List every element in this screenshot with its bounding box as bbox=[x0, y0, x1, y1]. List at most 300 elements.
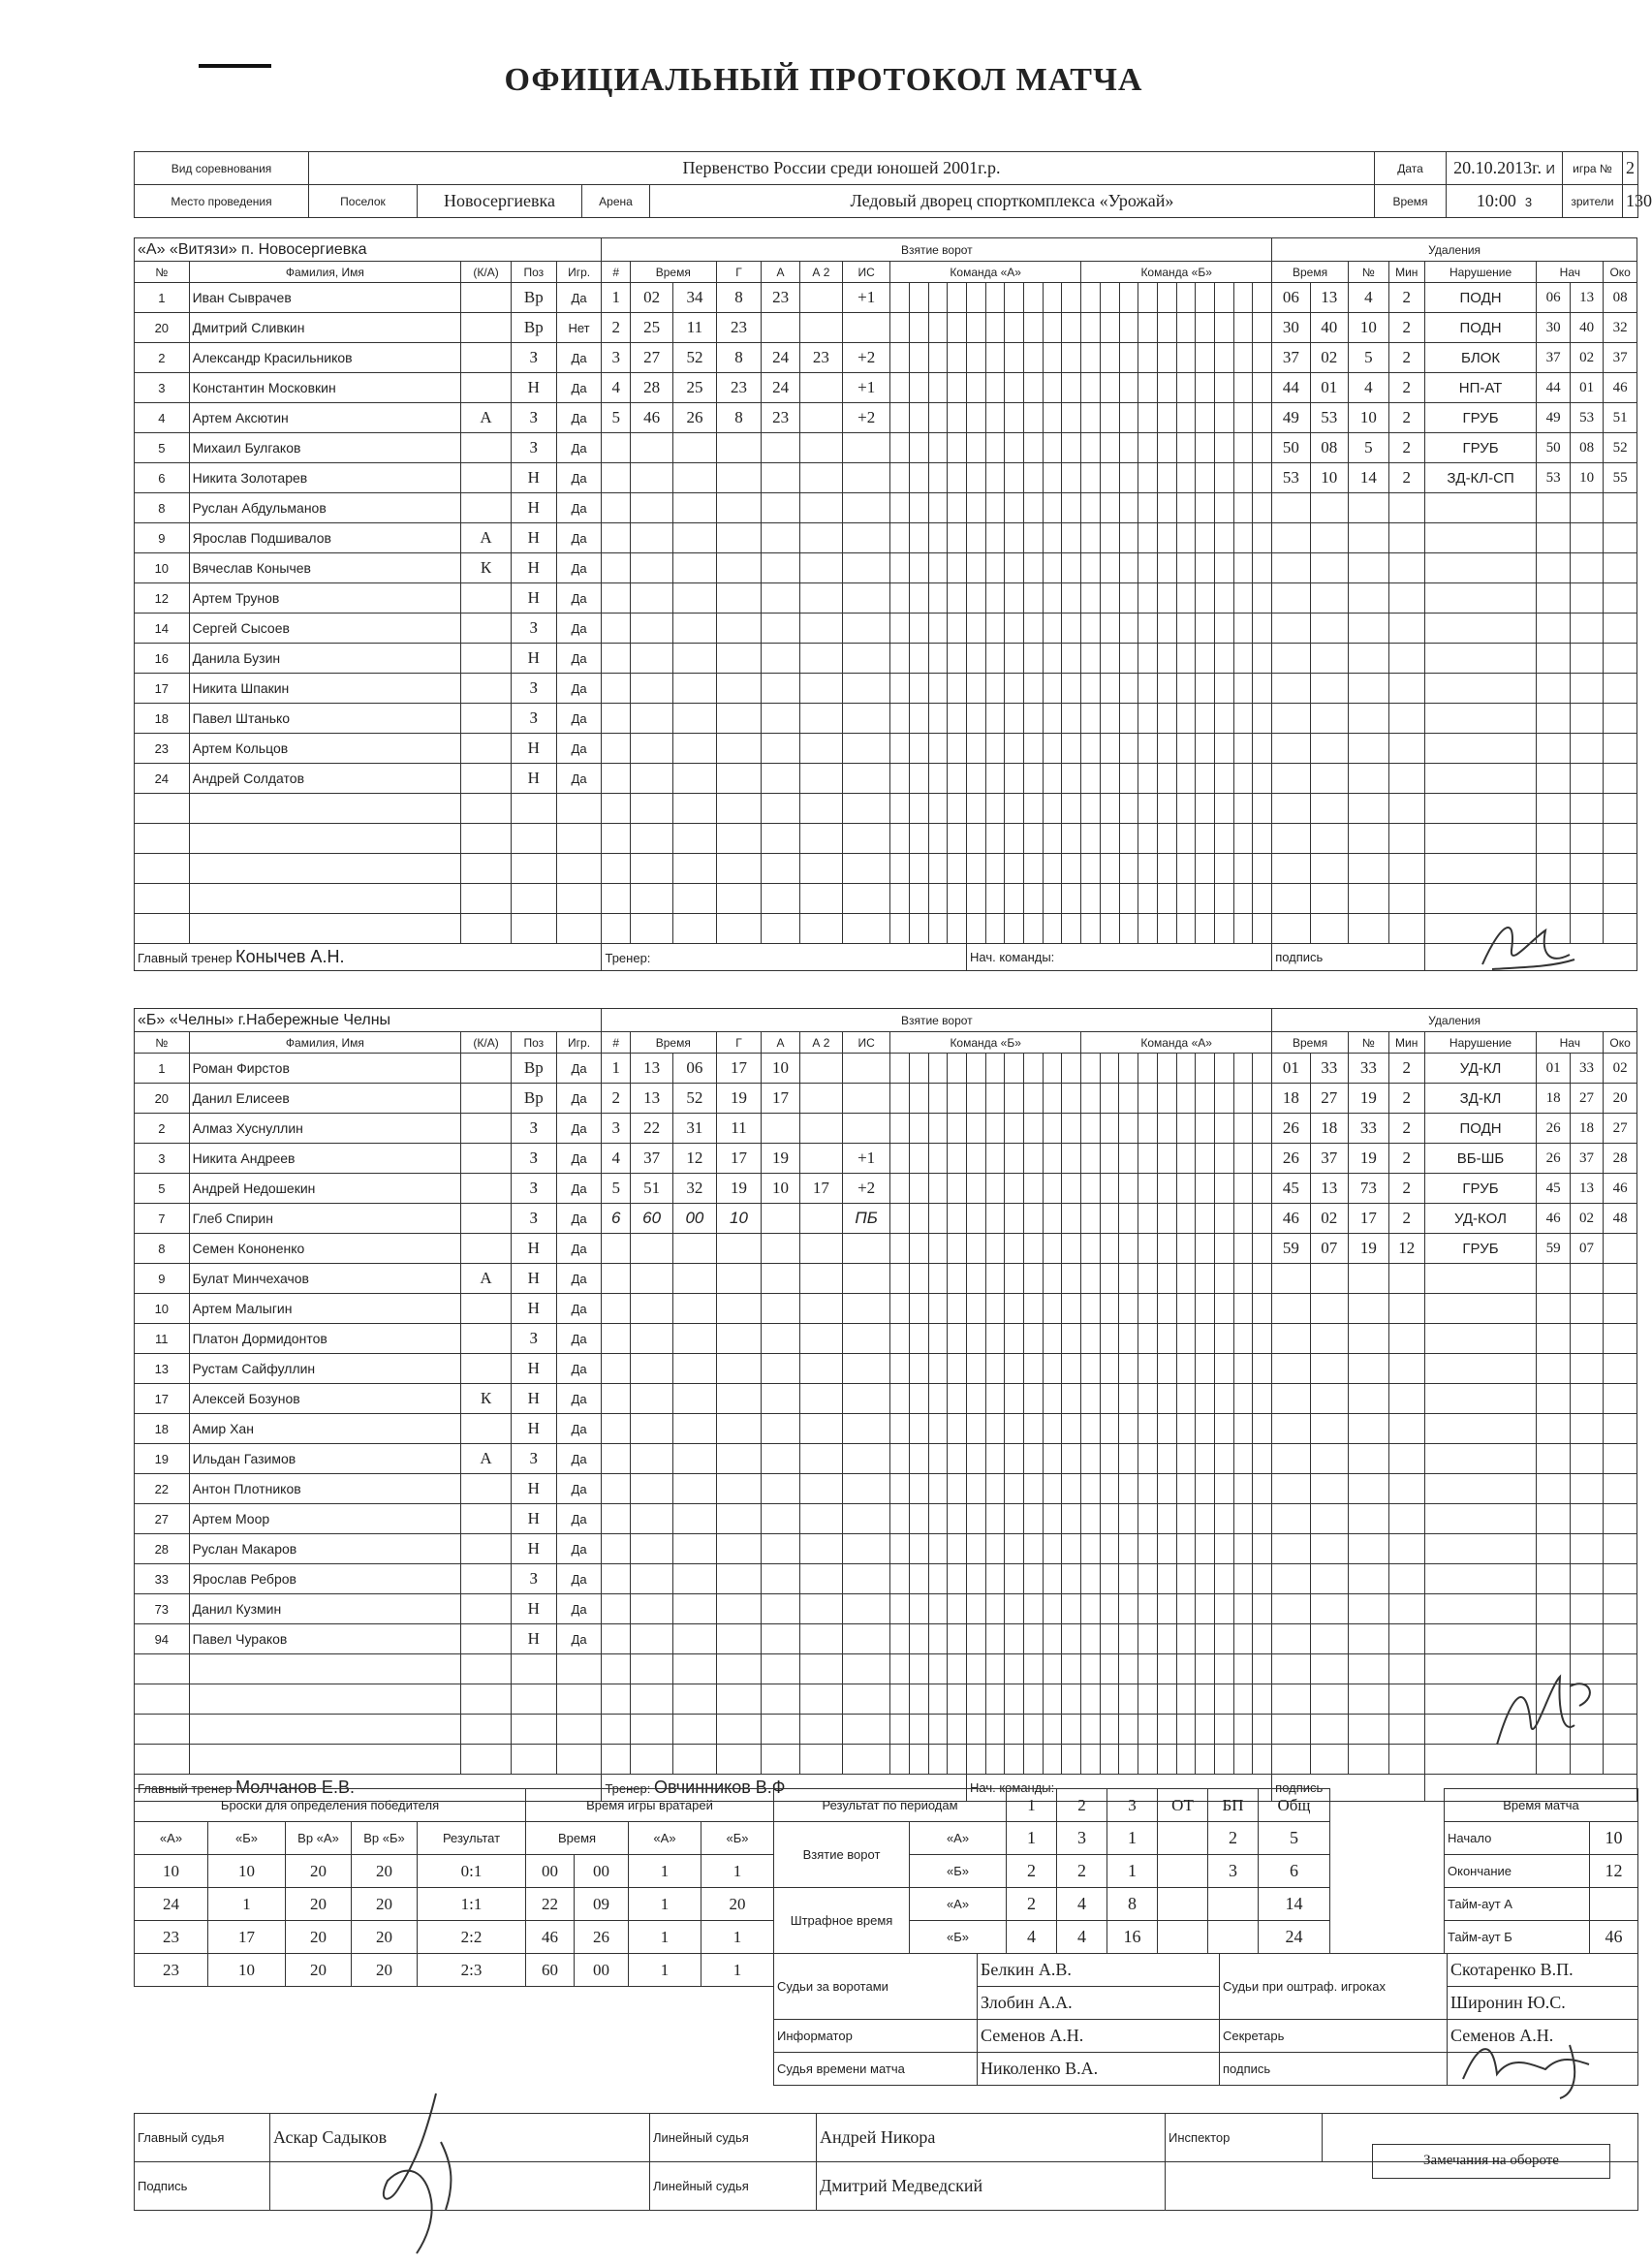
penalty-minute bbox=[1272, 734, 1310, 764]
goalie-cell: 26 bbox=[575, 1921, 629, 1954]
player-igr bbox=[556, 914, 602, 944]
goal-assist bbox=[762, 1474, 799, 1504]
goal-minute bbox=[630, 1594, 672, 1624]
box-judge-2: Широнин Ю.С. bbox=[1448, 1987, 1638, 2020]
goal-second bbox=[673, 1384, 716, 1414]
goal-number: 2 bbox=[602, 313, 631, 343]
grid-cell bbox=[1119, 553, 1138, 583]
grid-cell bbox=[1138, 1745, 1158, 1775]
grid-cell bbox=[1253, 1054, 1272, 1084]
grid-cell bbox=[1176, 583, 1196, 614]
penalty-infraction bbox=[1424, 1384, 1537, 1414]
grid-cell bbox=[1043, 1474, 1062, 1504]
grid-cell bbox=[985, 704, 1005, 734]
timeout-a-value bbox=[1590, 1888, 1638, 1921]
player-pos bbox=[511, 1745, 556, 1775]
referee-signature bbox=[358, 2084, 475, 2258]
penalty-second: 53 bbox=[1310, 403, 1348, 433]
player-igr: Да bbox=[556, 614, 602, 644]
player-number bbox=[135, 914, 190, 944]
goal-assist bbox=[762, 1354, 799, 1384]
grid-cell bbox=[1024, 1324, 1044, 1354]
penalty-start-sec bbox=[1570, 644, 1603, 674]
grid-cell bbox=[948, 373, 967, 403]
grid-cell bbox=[1157, 824, 1176, 854]
goal-assist: 24 bbox=[762, 343, 799, 373]
player-number: 16 bbox=[135, 644, 190, 674]
penalty-player: 4 bbox=[1348, 283, 1388, 313]
player-name: Павел Чураков bbox=[189, 1624, 461, 1654]
goal-minute bbox=[630, 1684, 672, 1715]
grid-cell bbox=[948, 1174, 967, 1204]
goal-number bbox=[602, 1594, 631, 1624]
grid-cell bbox=[1081, 1054, 1101, 1084]
grid-cell bbox=[1138, 1204, 1158, 1234]
grid-cell bbox=[1157, 1745, 1176, 1775]
box-judges-label: Судьи при оштраф. игроках bbox=[1220, 1954, 1448, 2020]
goal-situation bbox=[843, 734, 890, 764]
penalty-minutes bbox=[1388, 493, 1424, 523]
player-pos: З bbox=[511, 433, 556, 463]
goal-minute bbox=[630, 1534, 672, 1564]
grid-cell bbox=[948, 1684, 967, 1715]
goal-assist bbox=[762, 1414, 799, 1444]
grid-cell bbox=[1253, 463, 1272, 493]
grid-cell bbox=[1196, 373, 1215, 403]
goalie-row bbox=[526, 1855, 774, 1888]
penalty-minutes bbox=[1388, 1504, 1424, 1534]
goal-number bbox=[602, 1384, 631, 1414]
goal-minute: 27 bbox=[631, 343, 673, 373]
team_b-table bbox=[134, 1008, 1637, 1802]
grid-cell bbox=[1138, 734, 1158, 764]
grid-cell bbox=[1233, 1715, 1253, 1745]
player-igr: Нет bbox=[556, 313, 602, 343]
grid-cell bbox=[948, 553, 967, 583]
penalty-minutes bbox=[1388, 523, 1424, 553]
grid-cell bbox=[1233, 1624, 1253, 1654]
penalty-start-min bbox=[1537, 583, 1570, 614]
player-ka bbox=[461, 1684, 512, 1715]
goal-minute bbox=[630, 1715, 672, 1745]
grid-cell bbox=[1196, 1684, 1215, 1715]
penalty-minutes bbox=[1388, 1594, 1424, 1624]
timekeeper-label: Судья времени матча bbox=[774, 2053, 978, 2086]
grid-cell bbox=[1081, 854, 1101, 884]
penalty-infraction: ГРУБ bbox=[1424, 1174, 1537, 1204]
grid-cell bbox=[909, 1715, 928, 1745]
shootout-cell: 2:3 bbox=[418, 1954, 526, 1987]
goal-assist: 19 bbox=[762, 1144, 799, 1174]
col-pen-end: Око bbox=[1604, 262, 1637, 283]
goal-scorer: 17 bbox=[716, 1144, 762, 1174]
timeout-b-label: Тайм-аут Б bbox=[1445, 1921, 1590, 1954]
goal-second: 06 bbox=[673, 1054, 716, 1084]
player-ka bbox=[461, 433, 512, 463]
penalty-minute: 18 bbox=[1272, 1084, 1310, 1114]
grid-cell bbox=[890, 1384, 910, 1414]
grid-cell bbox=[1214, 884, 1233, 914]
grid-cell bbox=[1119, 1715, 1138, 1745]
player-row bbox=[135, 1204, 1637, 1234]
grid-cell bbox=[1176, 704, 1196, 734]
grid-cell bbox=[1024, 1084, 1044, 1114]
grid-cell bbox=[1214, 343, 1233, 373]
grid-cell bbox=[1176, 1504, 1196, 1534]
goal-situation bbox=[843, 463, 890, 493]
goal-second bbox=[673, 1534, 716, 1564]
grid-cell bbox=[1233, 794, 1253, 824]
player-ka: А bbox=[461, 523, 512, 553]
player-igr: Да bbox=[556, 553, 602, 583]
player-name: Вячеслав Конычев bbox=[189, 553, 461, 583]
grid-cell bbox=[1081, 1294, 1101, 1324]
penalty-start-sec bbox=[1570, 1444, 1603, 1474]
grid-cell bbox=[909, 1654, 928, 1684]
goal-second bbox=[673, 704, 716, 734]
timeout-b-value: 46 bbox=[1590, 1921, 1638, 1954]
player-ka bbox=[461, 1174, 512, 1204]
grid-cell bbox=[928, 403, 948, 433]
penalty-infraction bbox=[1424, 794, 1537, 824]
penalty-minutes: 2 bbox=[1388, 403, 1424, 433]
goal-situation bbox=[843, 1594, 890, 1624]
goal-second bbox=[673, 884, 716, 914]
grid-cell bbox=[948, 1534, 967, 1564]
grid-cell bbox=[1100, 283, 1119, 313]
grid-cell bbox=[928, 1564, 948, 1594]
penalty-player: 19 bbox=[1348, 1084, 1388, 1114]
player-ka bbox=[461, 1204, 512, 1234]
grid-cell bbox=[1005, 914, 1024, 944]
penalty-minutes bbox=[1388, 884, 1424, 914]
grid-cell bbox=[1233, 1354, 1253, 1384]
player-ka bbox=[461, 794, 512, 824]
grid-cell bbox=[928, 433, 948, 463]
grid-cell bbox=[1196, 644, 1215, 674]
penalty-end bbox=[1604, 1234, 1637, 1264]
grid-cell bbox=[1196, 764, 1215, 794]
grid-cell bbox=[928, 1444, 948, 1474]
grid-cell bbox=[966, 1624, 985, 1654]
player-igr: Да bbox=[556, 1414, 602, 1444]
grid-cell bbox=[1196, 1564, 1215, 1594]
grid-cell bbox=[1253, 794, 1272, 824]
penalty-start-sec bbox=[1570, 854, 1603, 884]
grid-cell bbox=[1176, 433, 1196, 463]
goal-number bbox=[602, 644, 631, 674]
col-goal-a2: А 2 bbox=[799, 1032, 842, 1054]
grid-cell bbox=[1138, 1264, 1158, 1294]
grid-cell bbox=[1062, 493, 1081, 523]
grid-cell bbox=[1119, 313, 1138, 343]
grid-cell bbox=[1043, 1354, 1062, 1384]
grid-cell bbox=[1233, 674, 1253, 704]
goal-second bbox=[673, 734, 716, 764]
goal-minute bbox=[631, 644, 673, 674]
grid-cell bbox=[1081, 884, 1101, 914]
grid-cell bbox=[1138, 1324, 1158, 1354]
grid-cell bbox=[948, 1264, 967, 1294]
grid-cell bbox=[1138, 1715, 1158, 1745]
grid-cell bbox=[1062, 283, 1081, 313]
goal-situation bbox=[843, 854, 890, 884]
grid-cell bbox=[948, 523, 967, 553]
grid-cell bbox=[1157, 1534, 1176, 1564]
grid-cell bbox=[1196, 1264, 1215, 1294]
grid-cell bbox=[1214, 583, 1233, 614]
goal-assist bbox=[762, 1264, 799, 1294]
penalty-end bbox=[1604, 1444, 1637, 1474]
grid-cell bbox=[967, 493, 986, 523]
grid-cell bbox=[1024, 1474, 1044, 1504]
goal-number: 6 bbox=[602, 1204, 631, 1234]
grid-cell bbox=[1119, 1354, 1138, 1384]
player-ka bbox=[461, 283, 512, 313]
grid-cell bbox=[928, 1534, 948, 1564]
grid-cell bbox=[1081, 403, 1101, 433]
goal-situation bbox=[843, 1654, 890, 1684]
goal-situation bbox=[843, 704, 890, 734]
grid-cell bbox=[1138, 1474, 1158, 1504]
grid-cell bbox=[890, 794, 910, 824]
penalty-player: 14 bbox=[1348, 463, 1388, 493]
period-team-a: «А» bbox=[910, 1822, 1007, 1855]
player-row bbox=[135, 1745, 1637, 1775]
grid-cell bbox=[890, 553, 910, 583]
grid-cell bbox=[1176, 1264, 1196, 1294]
grid-cell bbox=[1253, 1534, 1272, 1564]
grid-cell bbox=[1024, 1684, 1044, 1715]
goal-situation bbox=[843, 1504, 890, 1534]
goal-assist-2 bbox=[799, 704, 842, 734]
grid-cell bbox=[928, 824, 948, 854]
grid-cell bbox=[1024, 463, 1044, 493]
shootout-col: Вр «Б» bbox=[352, 1822, 418, 1855]
grid-cell bbox=[928, 1234, 948, 1264]
player-name bbox=[189, 1745, 461, 1775]
goal-assist-2 bbox=[799, 914, 842, 944]
grid-cell bbox=[890, 1114, 910, 1144]
grid-cell bbox=[1138, 764, 1158, 794]
goal-situation bbox=[843, 1564, 890, 1594]
grid-cell bbox=[890, 1654, 910, 1684]
grid-cell bbox=[985, 433, 1005, 463]
grid-cell bbox=[1005, 433, 1024, 463]
grid-cell bbox=[909, 1174, 928, 1204]
player-row bbox=[135, 1564, 1637, 1594]
player-number bbox=[135, 824, 190, 854]
player-igr bbox=[556, 794, 602, 824]
grid-cell bbox=[1043, 1174, 1062, 1204]
goal-scorer bbox=[716, 884, 762, 914]
grid-cell bbox=[1100, 1624, 1119, 1654]
period-team-b: «Б» bbox=[910, 1921, 1007, 1954]
goal-number bbox=[602, 824, 631, 854]
goal-number bbox=[602, 1745, 631, 1775]
grid-cell bbox=[967, 553, 986, 583]
goal-situation bbox=[843, 914, 890, 944]
penalty-minutes bbox=[1388, 704, 1424, 734]
grid-cell bbox=[1233, 644, 1253, 674]
grid-cell bbox=[948, 1354, 967, 1384]
penalty-second bbox=[1310, 1414, 1348, 1444]
grid-cell bbox=[1138, 1654, 1158, 1684]
penalty-start-min bbox=[1537, 1534, 1570, 1564]
penalty-infraction bbox=[1424, 553, 1537, 583]
grid-cell bbox=[1100, 343, 1119, 373]
penalty-second bbox=[1310, 1654, 1348, 1684]
col-pen-start: Нач bbox=[1537, 262, 1604, 283]
grid-cell bbox=[1214, 283, 1233, 313]
grid-cell bbox=[928, 1204, 948, 1234]
goal-second: 26 bbox=[673, 403, 716, 433]
penalty-start-sec: 01 bbox=[1570, 373, 1603, 403]
player-ka bbox=[461, 1054, 512, 1084]
grid-cell bbox=[985, 614, 1005, 644]
grid-cell bbox=[1253, 1324, 1272, 1354]
penalty-start-sec bbox=[1570, 493, 1603, 523]
penalty-second bbox=[1310, 1624, 1348, 1654]
grid-cell bbox=[948, 1564, 967, 1594]
penalty-minutes bbox=[1388, 914, 1424, 944]
grid-cell bbox=[1081, 1144, 1101, 1174]
penalty-end bbox=[1604, 1264, 1637, 1294]
grid-cell bbox=[1043, 1564, 1062, 1594]
goal-scorer bbox=[716, 1264, 762, 1294]
grid-cell bbox=[928, 614, 948, 644]
player-row bbox=[135, 1174, 1637, 1204]
penalty-player bbox=[1348, 614, 1388, 644]
col-igr: Игр. bbox=[556, 262, 602, 283]
grid-cell bbox=[1100, 1594, 1119, 1624]
col-pen-time: Время bbox=[1272, 1032, 1349, 1054]
player-igr: Да bbox=[556, 1084, 602, 1114]
goal-number: 5 bbox=[602, 403, 631, 433]
grid-cell bbox=[1157, 433, 1176, 463]
grid-cell bbox=[928, 493, 948, 523]
player-name: Артем Малыгин bbox=[189, 1294, 461, 1324]
grid-cell bbox=[1062, 1084, 1081, 1114]
goal-assist bbox=[762, 1114, 799, 1144]
shootout-cell: 20 bbox=[352, 1855, 418, 1888]
goal-assist-2 bbox=[799, 283, 842, 313]
grid-cell bbox=[1176, 794, 1196, 824]
goal-situation: ПБ bbox=[843, 1204, 890, 1234]
player-pos: Н bbox=[511, 1234, 556, 1264]
goalie-cell: 1 bbox=[629, 1855, 701, 1888]
penalty-start-min: 45 bbox=[1537, 1174, 1570, 1204]
penalty-second: 02 bbox=[1310, 1204, 1348, 1234]
penalty-minute bbox=[1272, 674, 1310, 704]
penalty-start-min bbox=[1537, 854, 1570, 884]
grid-cell bbox=[909, 1324, 928, 1354]
grid-cell bbox=[1176, 1084, 1196, 1114]
player-number: 23 bbox=[135, 734, 190, 764]
penalty-second bbox=[1310, 1294, 1348, 1324]
player-number: 3 bbox=[135, 1144, 190, 1174]
period-col: 1 bbox=[1007, 1789, 1057, 1822]
penalty-end bbox=[1604, 553, 1637, 583]
grid-cell bbox=[1081, 794, 1101, 824]
grid-cell bbox=[909, 403, 928, 433]
player-number: 20 bbox=[135, 313, 190, 343]
goal-second bbox=[673, 854, 716, 884]
penalty-end: 55 bbox=[1604, 463, 1637, 493]
player-name: Роман Фирстов bbox=[189, 1054, 461, 1084]
penalty-second: 13 bbox=[1310, 1174, 1348, 1204]
grid-cell bbox=[1196, 1144, 1215, 1174]
player-igr: Да bbox=[556, 1444, 602, 1474]
grid-cell bbox=[967, 463, 986, 493]
player-name: Андрей Солдатов bbox=[189, 764, 461, 794]
penalty-minutes bbox=[1388, 1684, 1424, 1715]
grid-cell bbox=[1100, 1444, 1119, 1474]
grid-cell bbox=[909, 1384, 928, 1414]
grid-cell bbox=[1005, 1624, 1024, 1654]
goalie-row bbox=[526, 1888, 774, 1921]
penalty-minutes bbox=[1388, 553, 1424, 583]
goalie-cell: 1 bbox=[629, 1888, 701, 1921]
grid-cell bbox=[948, 343, 967, 373]
period-value: 4 bbox=[1007, 1921, 1057, 1954]
penalty-minutes bbox=[1388, 1745, 1424, 1775]
penalty-end bbox=[1604, 644, 1637, 674]
grid-cell bbox=[1081, 1324, 1101, 1354]
goal-number bbox=[602, 734, 631, 764]
shootout-col: Вр «А» bbox=[286, 1822, 352, 1855]
goal-assist-2 bbox=[799, 1264, 842, 1294]
goal-situation bbox=[843, 313, 890, 343]
grid-cell bbox=[1214, 794, 1233, 824]
team-b-signature bbox=[1482, 1667, 1608, 1754]
grid-cell bbox=[1043, 914, 1062, 944]
goal-assist-2 bbox=[799, 1114, 842, 1144]
grid-cell bbox=[1253, 1474, 1272, 1504]
player-row bbox=[135, 1654, 1637, 1684]
grid-cell bbox=[948, 313, 967, 343]
penalty-infraction bbox=[1424, 1504, 1537, 1534]
grid-cell bbox=[1024, 1264, 1044, 1294]
end-label: Окончание bbox=[1445, 1855, 1590, 1888]
goal-minute: 37 bbox=[630, 1144, 672, 1174]
grid-cell bbox=[1253, 704, 1272, 734]
player-number: 8 bbox=[135, 493, 190, 523]
player-ka bbox=[461, 1594, 512, 1624]
grid-cell bbox=[1233, 493, 1253, 523]
grid-cell bbox=[1062, 1054, 1081, 1084]
player-name: Артем Кольцов bbox=[189, 734, 461, 764]
player-pos: Н bbox=[511, 1354, 556, 1384]
goal-assist: 17 bbox=[762, 1084, 799, 1114]
penalty-second: 08 bbox=[1310, 433, 1348, 463]
grid-cell bbox=[1062, 343, 1081, 373]
penalty-start-sec: 40 bbox=[1570, 313, 1603, 343]
penalty-minute: 37 bbox=[1272, 343, 1310, 373]
grid-cell bbox=[1233, 884, 1253, 914]
grid-cell bbox=[1138, 1354, 1158, 1384]
penalty-minutes bbox=[1388, 794, 1424, 824]
col-goal-g: Г bbox=[716, 262, 762, 283]
comp-label: Вид соревнования bbox=[135, 152, 309, 185]
grid-cell bbox=[948, 1654, 967, 1684]
grid-cell bbox=[890, 1084, 910, 1114]
goal-second bbox=[673, 463, 716, 493]
player-ka bbox=[461, 1624, 512, 1654]
shootout-row bbox=[135, 1954, 526, 1987]
grid-cell bbox=[966, 1084, 985, 1114]
grid-cell bbox=[948, 1384, 967, 1414]
